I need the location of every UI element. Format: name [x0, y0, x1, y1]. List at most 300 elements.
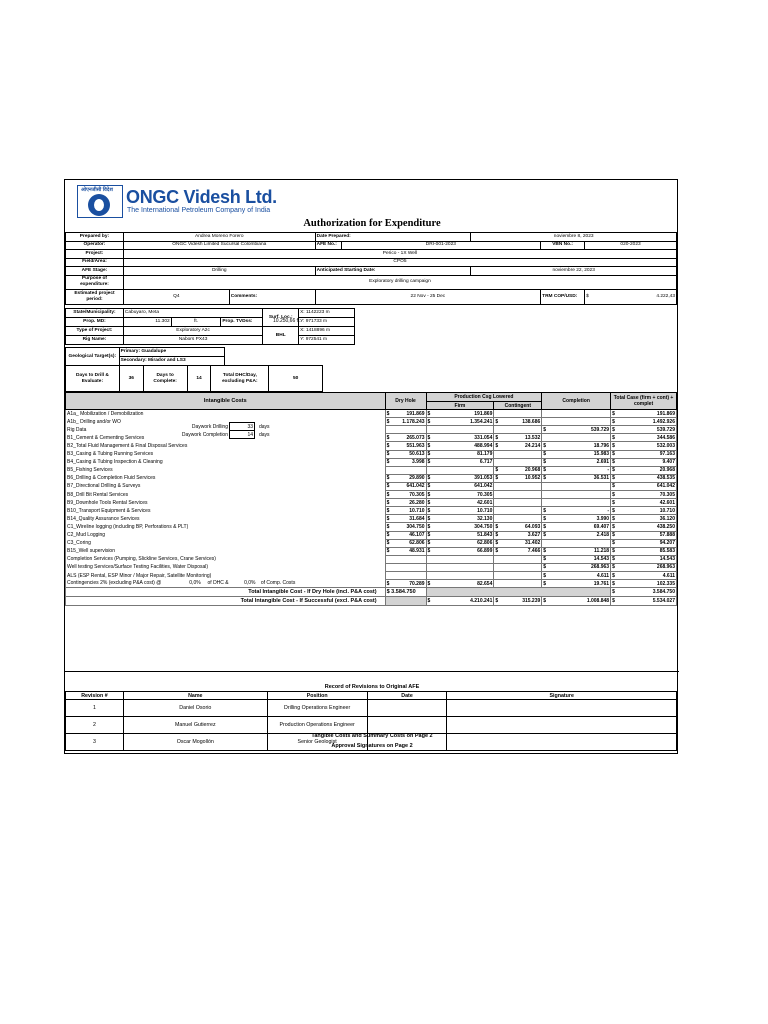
completion-currency	[542, 539, 549, 547]
total-currency: $	[611, 539, 618, 547]
dry-currency: $	[385, 507, 392, 515]
date-prepared-label: Date Prepared:	[315, 233, 471, 242]
prop-tvd-value-wrap	[273, 318, 301, 324]
completion-currency: $	[542, 450, 549, 458]
cost-label: A1a_ Mobilization / Demobilization	[66, 410, 386, 418]
cost-label: B9_Downhole Tools Rental Services	[66, 499, 386, 507]
contingent-currency	[494, 563, 501, 571]
dry-hole-value: 48.931	[392, 547, 426, 555]
geo-label: Geological Target(s):	[66, 348, 120, 366]
completion-value	[549, 482, 611, 490]
firm-currency	[426, 426, 433, 434]
total-value: 42.601	[618, 499, 677, 507]
total-dhc-label: Total DHC/Day, excluding P&A:	[211, 366, 269, 392]
total-success-label: Total Intangible Cost - If Successful (excl. P&A cost)	[66, 597, 386, 606]
cost-row	[66, 491, 677, 499]
trm-value	[585, 289, 677, 304]
contingent-value	[501, 458, 542, 466]
completion-value	[549, 499, 611, 507]
contingency-completion: 19.761	[549, 580, 611, 588]
contingent-value: 20.968	[501, 466, 542, 474]
dry-hole-value	[392, 571, 426, 579]
total-dry-hole-total: 3.584.750	[618, 588, 677, 597]
firm-value: 641.042	[433, 482, 494, 490]
cost-row	[66, 410, 677, 418]
completion-value: 539.729	[549, 426, 611, 434]
contingent-value	[501, 426, 542, 434]
state-label: State/Municipality:	[66, 309, 124, 318]
contingent-currency: $	[494, 466, 501, 474]
total-currency: $	[611, 466, 618, 474]
completion-currency: $	[542, 507, 549, 515]
prop-md-value: 11.302	[123, 318, 171, 327]
total-currency: $	[611, 450, 618, 458]
total-currency: $	[611, 458, 618, 466]
cost-label: ALS (ESP Rental, ESP Minor / Major Repair, Satellite Monitoring)	[66, 571, 386, 579]
firm-value: 304.750	[433, 523, 494, 531]
firm-currency: $	[426, 523, 433, 531]
revisions-title: Record of Revisions to Original AFE	[324, 684, 420, 690]
total-case-header: Total Case (firm + cont) + complet	[611, 393, 677, 410]
operator-label: Operator:	[66, 241, 124, 250]
total-value: 20.968	[618, 466, 677, 474]
cost-label: B6_Drilling & Completion Fluid Services	[66, 474, 386, 482]
firm-currency	[426, 571, 433, 579]
dry-currency: $	[385, 442, 392, 450]
bhl-y: Y: 972541 m	[299, 336, 355, 345]
dry-currency: $	[385, 410, 392, 418]
cost-label: C1_Wireline logging (including BP, Perforations & PLT)	[66, 523, 386, 531]
contingent-value: 7.466	[501, 547, 542, 555]
completion-value: 2.418	[549, 531, 611, 539]
dry-hole-value: 551.963	[392, 442, 426, 450]
prepared-by-label: Prepared by:	[66, 233, 124, 242]
cost-label: B3_Casing & Tubing Running Services	[66, 450, 386, 458]
contingent-value	[501, 450, 542, 458]
field-label: Field/Area:	[66, 258, 124, 267]
period-value: Q4	[123, 289, 229, 304]
contingent-value: 138.686	[501, 418, 542, 426]
completion-value: 14.543	[549, 555, 611, 563]
days-drill-value: 36	[119, 366, 143, 392]
dry-hole-value: 70.305	[392, 491, 426, 499]
completion-header: Completion	[542, 393, 611, 410]
firm-currency: $	[426, 450, 433, 458]
completion-value: 15.983	[549, 450, 611, 458]
total-value: 94.207	[618, 539, 677, 547]
contingent-currency: $	[494, 418, 501, 426]
revision-signature	[447, 717, 677, 734]
firm-currency: $	[426, 474, 433, 482]
start-date-label: Anticipated Starting Date:	[315, 267, 471, 276]
type-label: Type of Project:	[66, 327, 124, 336]
completion-currency: $	[542, 458, 549, 466]
completion-value	[549, 410, 611, 418]
dry-hole-value: 191.869	[392, 410, 426, 418]
revision-num: 2	[66, 717, 124, 734]
project-label: Project:	[66, 250, 124, 259]
prop-tvd-value: 10.250,66	[273, 318, 296, 324]
total-value: 10.710	[618, 507, 677, 515]
contingent-value	[501, 555, 542, 563]
firm-value: 10.710	[433, 507, 494, 515]
total-currency: $	[611, 563, 618, 571]
total-currency: $	[611, 482, 618, 490]
completion-currency: $	[542, 563, 549, 571]
revision-date	[367, 700, 447, 717]
dry-hole-value	[392, 426, 426, 434]
completion-value: 18.796	[549, 442, 611, 450]
afe-no-label: AFE No.:	[315, 241, 341, 250]
revision-position: Drilling Operations Engineer	[267, 700, 367, 717]
revision-divider	[65, 671, 679, 672]
completion-value	[549, 418, 611, 426]
contingency-dry: 70.289	[392, 580, 426, 588]
completion-value: -	[549, 466, 611, 474]
footer-note-2: Approval Signatures on Page 2	[331, 743, 413, 749]
total-currency: $	[611, 571, 618, 579]
total-currency: $	[611, 499, 618, 507]
firm-currency: $	[426, 482, 433, 490]
cost-label: B2_Total Fluid Management & Final Disposal Services	[66, 442, 386, 450]
total-value: 9.407	[618, 458, 677, 466]
firm-currency: $	[426, 539, 433, 547]
total-currency: $	[611, 434, 618, 442]
total-value: 14.543	[618, 555, 677, 563]
company-name: ONGC Videsh Ltd.	[126, 187, 277, 207]
dry-currency: $	[385, 418, 392, 426]
intangible-costs-table: Intangible Costs Dry Hole Production Csg Lowered Completion Total Case (firm + cont) + complet Firm Contingent A1a_ Mobilization / Demobilization $ 191.869 $ 191.869 $ 191.869 A1b_ Drilling and/or WO $ 1.178.243 $ 1.354.241 $ 138.686 $ 1.492.926 Rig Data $ 539.729 $ 539.729 B1_Cement & Cementing Services $ 265.073 $ 331.054 $ 13.532 $ 344.586 B2_Total Fluid Management & Final Disposal Services $ 551.963 $ 488.994 $ 24.214 $ 18.796 $ 532.003 B3_Casing & Tubing Running Services $ 50.613 $ 81.179 $ 15.983 $ 97.163 B4_Casing & Tubing Inspection & Cleaning $ 3.998 $ 6.717 $ 2.691 $ 9.407 B5_Fishing Services $ 20.968 $ - $ 20.968 B6_Drilling & Completion Fluid Services $ 29.890 $ 391.053 $ 10.952 $ 36.531 $ 438.535 B7_Directional Drilling & Surveys $ 641.042 $ 641.042 $ 641.042 B8_Drill Bit Rental Services $ 70.305 $ 70.305 $ 70.305 B9_Downhole Tools Rental Services $ 26.280 $ 42.601 $ 42.601 B10_Transport Equipment & Services $ 10.710 $ 10.710 $ - $ 10.710 B14_Quality Assurance Services $ 31.684 $ 32.130 $ 3.990 $ 36.120 C1_Wireline logging (including BP, Perforations & PLT) $ 304.750 $ 304.750 $ 64.093 $ 69.407 $ 438.250 C2_Mud Logging $ 46.107 $ 51.843 $ 3.627 $ 2.418 $ 57.888 C3_Coring $ 62.806 $ 62.806 $ 31.402 $ 94.207 B15_Well supervision $ 48.931 $ 66.899 $ 7.466 $ 11.218 $ 85.583 Completion Services (Pumping, Slickline Services, Crane Services) $ 14.543 $ 14.543 Well testing Services/Surface Testing Facilities, Water Disposal) $ 268.963 $ 268.963 ALS (ESP Rental, ESP Minor / Major Repair, Satellite Monitoring) $ 4.611 $ 4.611 Contingencies 2% (excluding P&A cost) @ 0,0% of DHC & 0,0% of Comp. Costs $ 70.289 $ 82.654 $ 19.761 $ 102.335 Total Intangible Cost - If Dry Hole (incl. P&A cost) $ 3.584.750 $ 3.584.750 Total Intangible Cost - If Successful (excl. P&A cost) $ 4.210.241 $ 315.239 $ 1.008.848 $ 5.534.027	[67, 394, 675, 605]
total-value: 36.120	[618, 515, 677, 523]
completion-currency: $	[542, 426, 549, 434]
daywork-table	[165, 422, 295, 439]
firm-value	[433, 426, 494, 434]
cost-row	[66, 507, 677, 515]
firm-value: 66.899	[433, 547, 494, 555]
total-value: 438.535	[618, 474, 677, 482]
dry-currency: $	[385, 450, 392, 458]
firm-currency: $	[426, 547, 433, 555]
total-success-total: 5.534.027	[618, 597, 677, 606]
total-value: 641.042	[618, 482, 677, 490]
dry-currency	[385, 563, 392, 571]
dry-currency: $	[385, 523, 392, 531]
dry-currency	[385, 466, 392, 474]
revision-num: 1	[66, 700, 124, 717]
contingent-currency	[494, 482, 501, 490]
cost-row	[66, 434, 677, 442]
firm-currency	[426, 563, 433, 571]
completion-currency	[542, 491, 549, 499]
cost-label: B10_Transport Equipment & Services	[66, 507, 386, 515]
firm-currency: $	[426, 434, 433, 442]
well-info-table	[65, 308, 355, 345]
vbn-value: 020-2023	[585, 241, 677, 250]
firm-currency: $	[426, 515, 433, 523]
completion-value	[549, 491, 611, 499]
contingent-currency	[494, 571, 501, 579]
completion-currency	[542, 410, 549, 418]
total-currency: $	[611, 507, 618, 515]
completion-currency	[542, 434, 549, 442]
contingent-value: 24.214	[501, 442, 542, 450]
total-currency: $	[611, 474, 618, 482]
contingent-value: 31.402	[501, 539, 542, 547]
cost-label: B15_Well supervision	[66, 547, 386, 555]
total-currency: $	[611, 531, 618, 539]
dry-currency: $	[385, 434, 392, 442]
completion-currency: $	[542, 474, 549, 482]
firm-currency	[426, 555, 433, 563]
firm-value	[433, 555, 494, 563]
revision-row	[66, 700, 677, 717]
contingent-currency	[494, 458, 501, 466]
date-prepared-value: noviembre 8, 2023	[471, 233, 677, 242]
dry-hole-value: 304.750	[392, 523, 426, 531]
firm-value: 42.601	[433, 499, 494, 507]
total-value: 57.888	[618, 531, 677, 539]
firm-header: Firm	[426, 402, 494, 410]
total-currency: $	[611, 523, 618, 531]
document-title: Authorization for Expenditure	[303, 218, 441, 229]
cost-row	[66, 482, 677, 490]
bhl-label: BHL	[263, 327, 299, 345]
cost-row	[66, 426, 677, 434]
firm-value: 391.053	[433, 474, 494, 482]
firm-value	[433, 466, 494, 474]
cost-row	[66, 547, 677, 555]
cost-label: B5_Fishing Services	[66, 466, 386, 474]
dry-currency: $	[385, 499, 392, 507]
dry-hole-value: 46.107	[392, 531, 426, 539]
geo-primary: Primary: Guadalupe	[119, 348, 224, 357]
dry-hole-value	[392, 555, 426, 563]
revision-name: Oscar Mogollón	[123, 734, 267, 751]
completion-value: 4.611	[549, 571, 611, 579]
contingent-currency	[494, 450, 501, 458]
revisions-table	[65, 691, 677, 751]
contingent-currency	[494, 555, 501, 563]
total-value: 1.492.926	[618, 418, 677, 426]
revision-signature-header: Signature	[447, 692, 677, 700]
firm-currency: $	[426, 491, 433, 499]
dry-hole-value: 62.806	[392, 539, 426, 547]
revision-name: Manuel Gutierrez	[123, 717, 267, 734]
days-complete-label: Days to Complete:	[143, 366, 187, 392]
prop-tvd-unit: ft.	[296, 318, 301, 324]
contingent-currency: $	[494, 531, 501, 539]
project-value: Perico - 1X Well	[123, 250, 676, 259]
days-table	[65, 365, 323, 392]
dry-currency: $	[385, 547, 392, 555]
completion-currency	[542, 418, 549, 426]
contingent-currency: $	[494, 434, 501, 442]
revision-date-header: Date	[367, 692, 447, 700]
cost-rows	[66, 410, 677, 580]
total-currency: $	[611, 410, 618, 418]
cost-label: A1b_ Drilling and/or WO	[66, 418, 386, 426]
total-value: 539.729	[618, 426, 677, 434]
contingent-value	[501, 571, 542, 579]
cost-label: Completion Services (Pumping, Slickline Services, Crane Services)	[66, 555, 386, 563]
cost-label: B1_Cement & Cementing Services	[66, 434, 386, 442]
company-logo	[77, 185, 123, 218]
revision-name: Daniel Osorio	[123, 700, 267, 717]
cost-label: B4_Casing & Tubing Inspection & Cleaning	[66, 458, 386, 466]
completion-currency: $	[542, 466, 549, 474]
firm-currency: $	[426, 531, 433, 539]
surf-loc-y: Y: 971733 m	[299, 318, 355, 327]
contingent-currency: $	[494, 539, 501, 547]
dry-hole-value: 265.073	[392, 434, 426, 442]
period-label: Estimated project period:	[66, 289, 124, 304]
contingent-currency	[494, 491, 501, 499]
completion-value	[549, 434, 611, 442]
cost-label: B8_Drill Bit Rental Services	[66, 491, 386, 499]
revision-num: 3	[66, 734, 124, 751]
logo-hindi-text: ओएनजीसी विदेश	[81, 187, 113, 193]
completion-value: -	[549, 507, 611, 515]
completion-value: 3.990	[549, 515, 611, 523]
cost-label: B14_Quality Assurance Services	[66, 515, 386, 523]
dry-hole-value: 31.684	[392, 515, 426, 523]
total-value: 532.003	[618, 442, 677, 450]
cost-row	[66, 450, 677, 458]
dry-currency: $	[385, 539, 392, 547]
geo-secondary: Secondary: Mirador and LS3	[119, 357, 224, 366]
completion-value: 2.691	[549, 458, 611, 466]
daywork-completion-value: 14	[230, 431, 255, 439]
daywork-completion-unit: days	[259, 431, 270, 438]
revision-position: Senior Geologist	[267, 734, 367, 751]
cost-row	[66, 418, 677, 426]
trm-label: TRM COP/USD:	[541, 289, 585, 304]
afe-no-value: DRI-001-2023	[341, 241, 541, 250]
prop-md-label: Prop. MD:	[66, 318, 124, 327]
contingent-value	[501, 491, 542, 499]
rig-label: Rig Name:	[66, 336, 124, 345]
firm-currency: $	[426, 442, 433, 450]
dry-hole-value: 26.280	[392, 499, 426, 507]
total-value: 268.963	[618, 563, 677, 571]
dry-currency	[385, 571, 392, 579]
revision-name-header: Name	[123, 692, 267, 700]
contingent-currency: $	[494, 547, 501, 555]
state-value: Cabuyaro, Meta	[123, 309, 262, 318]
dry-currency: $	[385, 474, 392, 482]
contingent-value: 3.627	[501, 531, 542, 539]
firm-value: 70.305	[433, 491, 494, 499]
revision-num-header: Revision #	[66, 692, 124, 700]
dry-currency: $	[385, 515, 392, 523]
completion-currency: $	[542, 442, 549, 450]
firm-value: 191.869	[433, 410, 494, 418]
revision-row	[66, 717, 677, 734]
afe-info-table	[65, 232, 677, 305]
completion-value: 36.531	[549, 474, 611, 482]
cost-row	[66, 563, 677, 571]
total-value: 70.305	[618, 491, 677, 499]
contingent-currency: $	[494, 442, 501, 450]
contingent-value: 64.093	[501, 523, 542, 531]
cost-row	[66, 523, 677, 531]
total-value: 85.583	[618, 547, 677, 555]
total-value: 438.250	[618, 523, 677, 531]
completion-currency: $	[542, 547, 549, 555]
cost-label: Well testing Services/Surface Testing Facilities, Water Disposal)	[66, 563, 386, 571]
completion-currency: $	[542, 571, 549, 579]
total-currency: $	[611, 555, 618, 563]
purpose-value: Exploratory drilling campaign	[123, 275, 676, 289]
afe-sheet	[64, 179, 678, 754]
total-currency: $	[611, 547, 618, 555]
firm-currency: $	[426, 499, 433, 507]
cost-label: Rig Data	[66, 426, 386, 434]
trm-currency: $	[586, 293, 589, 299]
firm-value: 331.054	[433, 434, 494, 442]
contingent-currency	[494, 515, 501, 523]
contingent-value	[501, 507, 542, 515]
type-value: Exploratory A2c	[123, 327, 262, 336]
bhl-x: X: 1418896 m	[299, 327, 355, 336]
completion-currency: $	[542, 515, 549, 523]
contingent-currency: $	[494, 523, 501, 531]
firm-currency: $	[426, 410, 433, 418]
total-dry-hole-label: Total Intangible Cost - If Dry Hole (incl. P&A cost)	[66, 588, 386, 597]
days-complete-value: 14	[187, 366, 211, 392]
footer-note-1: Tangible Costs and Summary Costs on Page 2	[311, 733, 433, 739]
dry-hole-value: 50.613	[392, 450, 426, 458]
total-value: 97.163	[618, 450, 677, 458]
company-tagline: The International Petroleum Company of India	[127, 207, 271, 214]
surf-loc-x: X: 1142223 m	[299, 309, 355, 318]
contingent-currency	[494, 426, 501, 434]
firm-value: 1.354.241	[433, 418, 494, 426]
logo-emblem-icon	[88, 194, 110, 216]
firm-value: 81.179	[433, 450, 494, 458]
total-value: 191.869	[618, 410, 677, 418]
dry-hole-header: Dry Hole	[385, 393, 426, 410]
total-value: 344.586	[618, 434, 677, 442]
firm-value: 62.806	[433, 539, 494, 547]
vbn-label: VBN No.:	[541, 241, 585, 250]
afe-stage-value: Drilling	[123, 267, 315, 276]
completion-value	[549, 539, 611, 547]
dry-hole-value	[392, 563, 426, 571]
prop-md-unit: ft.	[171, 318, 221, 327]
rig-value: Nabors PX43	[123, 336, 262, 345]
total-currency: $	[611, 442, 618, 450]
completion-value: 268.963	[549, 563, 611, 571]
contingent-value: 13.532	[501, 434, 542, 442]
total-success-firm: 4.210.241	[433, 597, 494, 606]
dry-currency	[385, 426, 392, 434]
firm-value: 32.130	[433, 515, 494, 523]
total-dhc-value: 50	[269, 366, 323, 392]
contingency-total: 102.335	[618, 580, 677, 588]
daywork-drilling-value: 33	[230, 423, 255, 431]
total-success-completion: 1.008.848	[549, 597, 611, 606]
contingency-firm: 82.654	[433, 580, 494, 588]
trm-amount: 4.222,43	[656, 293, 675, 299]
firm-currency: $	[426, 458, 433, 466]
cost-row	[66, 474, 677, 482]
cost-row	[66, 499, 677, 507]
firm-value: 488.994	[433, 442, 494, 450]
revision-date	[367, 717, 447, 734]
dry-currency: $	[385, 491, 392, 499]
firm-currency: $	[426, 507, 433, 515]
